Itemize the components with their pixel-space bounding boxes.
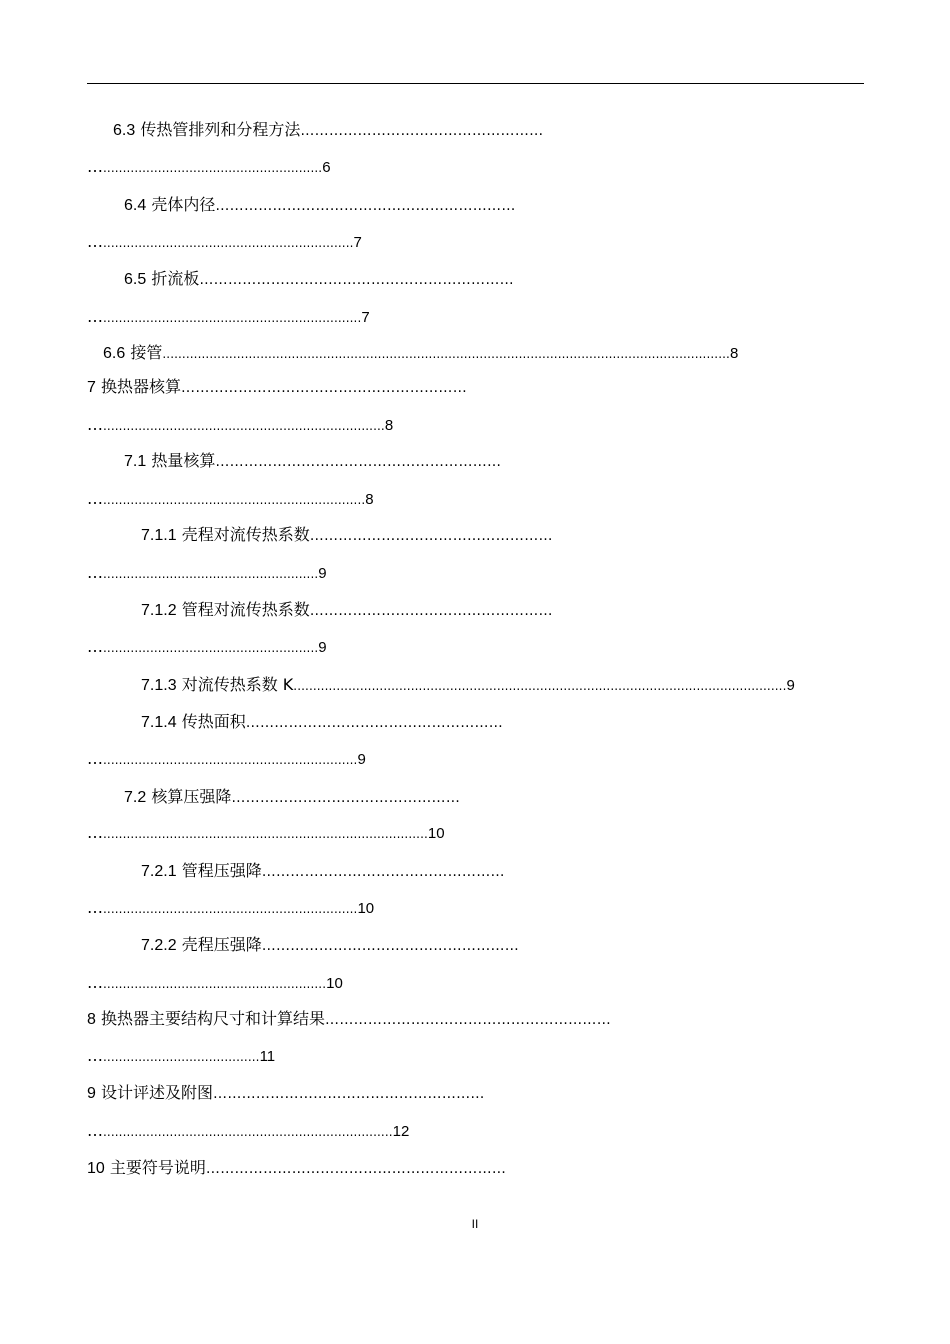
toc-entry-7-2-2-cont[interactable]	[87, 972, 417, 995]
toc-leader: ……………………………………………	[261, 864, 505, 880]
toc-entry-8-cont[interactable]	[87, 1045, 347, 1068]
toc-page-number: 10	[326, 975, 343, 992]
toc-entry-7-1-4-cont[interactable]	[87, 748, 437, 771]
toc-number: 7	[87, 379, 96, 396]
toc-entry-6-3[interactable]	[113, 119, 653, 142]
toc-page-number: 6	[322, 159, 331, 176]
toc-entry-7-2-cont[interactable]	[87, 822, 527, 845]
toc-dots: .......................................................	[103, 641, 319, 655]
toc-leader: …	[87, 823, 103, 842]
toc-entry-6-4[interactable]	[124, 194, 664, 217]
toc-entry-6-6[interactable]	[103, 342, 843, 365]
toc-leader: …	[87, 157, 103, 176]
toc-dots: .................................................................	[103, 902, 358, 916]
toc-leader: …	[87, 973, 103, 992]
toc-entry-6-5[interactable]	[124, 268, 664, 291]
toc-leader: ……………………………………………	[309, 528, 553, 544]
toc-page-number: 9	[318, 639, 327, 656]
toc-title: 接管	[130, 343, 163, 362]
toc-leader: …………………………………………………	[213, 1086, 485, 1102]
toc-number: 10	[87, 1160, 105, 1177]
toc-leader: ………………………………………………	[261, 938, 520, 954]
toc-page-number: 9	[357, 751, 366, 768]
toc-entry-7-1-3[interactable]	[141, 674, 841, 697]
toc-leader: ………………………………………………	[245, 715, 504, 731]
toc-page-number: 9	[786, 677, 795, 694]
toc-number: 6.4	[124, 197, 147, 214]
toc-entry-7-2-1-cont[interactable]	[87, 897, 447, 920]
toc-title: 折流板	[151, 269, 200, 288]
header-rule	[87, 83, 864, 84]
toc-number: 7.2	[124, 789, 147, 806]
toc-dots: ..............................................................................................................................	[293, 679, 787, 693]
toc-number: 7.1.3	[141, 677, 177, 694]
toc-leader: …	[87, 898, 103, 917]
toc-number: 7.1.2	[141, 602, 177, 619]
toc-dots: .......................................................	[103, 567, 319, 581]
toc-leader: ……………………………………………………	[215, 454, 502, 470]
toc-page-number: 9	[318, 565, 327, 582]
page-number-footer: II	[471, 1217, 479, 1231]
toc-leader: …	[87, 749, 103, 768]
toc-entry-7-1-2[interactable]	[141, 599, 651, 622]
toc-leader: ………………………………………………………	[205, 1161, 507, 1177]
toc-leader: …	[87, 232, 103, 251]
toc-leader: …	[87, 489, 103, 508]
toc-number: 7.2.1	[141, 863, 177, 880]
toc-entry-8[interactable]	[87, 1008, 747, 1031]
toc-leader: …	[87, 415, 103, 434]
toc-dots: ........................................................................	[103, 419, 385, 433]
toc-entry-7-cont[interactable]	[87, 414, 477, 437]
toc-page-number: 11	[259, 1048, 276, 1065]
toc-title: 壳体内径	[151, 195, 216, 214]
toc-leader: …………………………………………	[231, 790, 461, 806]
toc-entry-7-1-4[interactable]	[141, 711, 611, 734]
toc-leader: ………………………………………………………	[215, 198, 516, 214]
toc-number: 7.1.4	[141, 714, 177, 731]
toc-leader: ……………………………………………	[309, 603, 553, 619]
toc-title: 核算压强降	[151, 787, 232, 806]
toc-title: 对流传热系数 K	[181, 675, 294, 694]
toc-number: 7.2.2	[141, 937, 177, 954]
toc-entry-7-2[interactable]	[124, 786, 524, 809]
toc-number: 6.3	[113, 122, 136, 139]
toc-number: 6.6	[103, 345, 126, 362]
toc-title: 换热器主要结构尺寸和计算结果	[101, 1009, 326, 1028]
toc-dots: ...................................................................................	[103, 827, 428, 841]
toc-page-number: 8	[365, 491, 374, 508]
toc-dots: ................................................................	[103, 236, 354, 250]
toc-leader: …………………………………………………………	[199, 272, 514, 288]
toc-page-number: 7	[353, 234, 362, 251]
toc-entry-10[interactable]	[87, 1157, 637, 1180]
toc-page-number: 10	[357, 900, 375, 917]
toc-title: 主要符号说明	[109, 1158, 206, 1177]
toc-entry-7[interactable]	[87, 376, 607, 399]
toc-dots: ........................................................	[103, 161, 323, 175]
toc-leader: …	[87, 563, 103, 582]
toc-leader: …	[87, 1046, 103, 1065]
toc-number: 7.1	[124, 453, 147, 470]
toc-leader: ……………………………………………………	[325, 1012, 612, 1028]
toc-title: 管程对流传热系数	[181, 600, 310, 619]
toc-entry-7-1-1-cont[interactable]	[87, 562, 387, 585]
toc-page-number: 8	[384, 417, 394, 434]
toc-page-number: 8	[729, 345, 739, 362]
toc-number: 7.1.1	[141, 527, 177, 544]
toc-leader: …	[87, 1121, 103, 1140]
toc-number: 8	[87, 1011, 96, 1028]
toc-entry-7-1-1[interactable]	[141, 524, 651, 547]
toc-page-number: 10	[427, 825, 445, 842]
toc-entry-7-2-1[interactable]	[141, 860, 611, 883]
toc-entry-9[interactable]	[87, 1082, 597, 1105]
toc-dots: .................................................................	[103, 753, 358, 767]
toc-number: 6.5	[124, 271, 147, 288]
toc-title: 传热面积	[181, 712, 246, 731]
toc-title: 壳程对流传热系数	[181, 525, 310, 544]
toc-leader: …	[87, 307, 103, 326]
toc-entry-7-1-cont[interactable]	[87, 488, 447, 511]
toc-entry-6-5-cont[interactable]	[87, 306, 447, 329]
toc-title: 传热管排列和分程方法	[140, 120, 301, 139]
toc-dots: .................................................................................................................................................	[162, 347, 730, 361]
toc-entry-7-2-2[interactable]	[141, 934, 651, 957]
toc-page-number: 7	[361, 309, 370, 326]
toc-dots: .........................................................	[103, 977, 327, 991]
toc-title: 换热器核算	[101, 377, 182, 396]
toc-entry-6-3-cont[interactable]	[87, 156, 407, 179]
toc-leader: ……………………………………………	[300, 123, 544, 139]
toc-dots: ...................................................................	[103, 493, 366, 507]
toc-entry-9-cont[interactable]	[87, 1120, 487, 1143]
toc-page-number: 12	[392, 1123, 410, 1140]
toc-entry-7-1[interactable]	[124, 450, 644, 473]
toc-title: 设计评述及附图	[101, 1083, 214, 1102]
toc-entry-6-4-cont[interactable]	[87, 231, 437, 254]
toc-title: 热量核算	[151, 451, 216, 470]
toc-dots: ..................................................................	[103, 311, 362, 325]
toc-dots: ........................................	[103, 1050, 260, 1064]
toc-number: 9	[87, 1085, 96, 1102]
toc-entry-7-1-2-cont[interactable]	[87, 636, 387, 659]
toc-leader: ……………………………………………………	[181, 380, 468, 396]
toc-title: 管程压强降	[181, 861, 262, 880]
toc-title: 壳程压强降	[181, 935, 262, 954]
toc-dots: ..........................................................................	[103, 1125, 393, 1139]
toc-leader: …	[87, 637, 103, 656]
